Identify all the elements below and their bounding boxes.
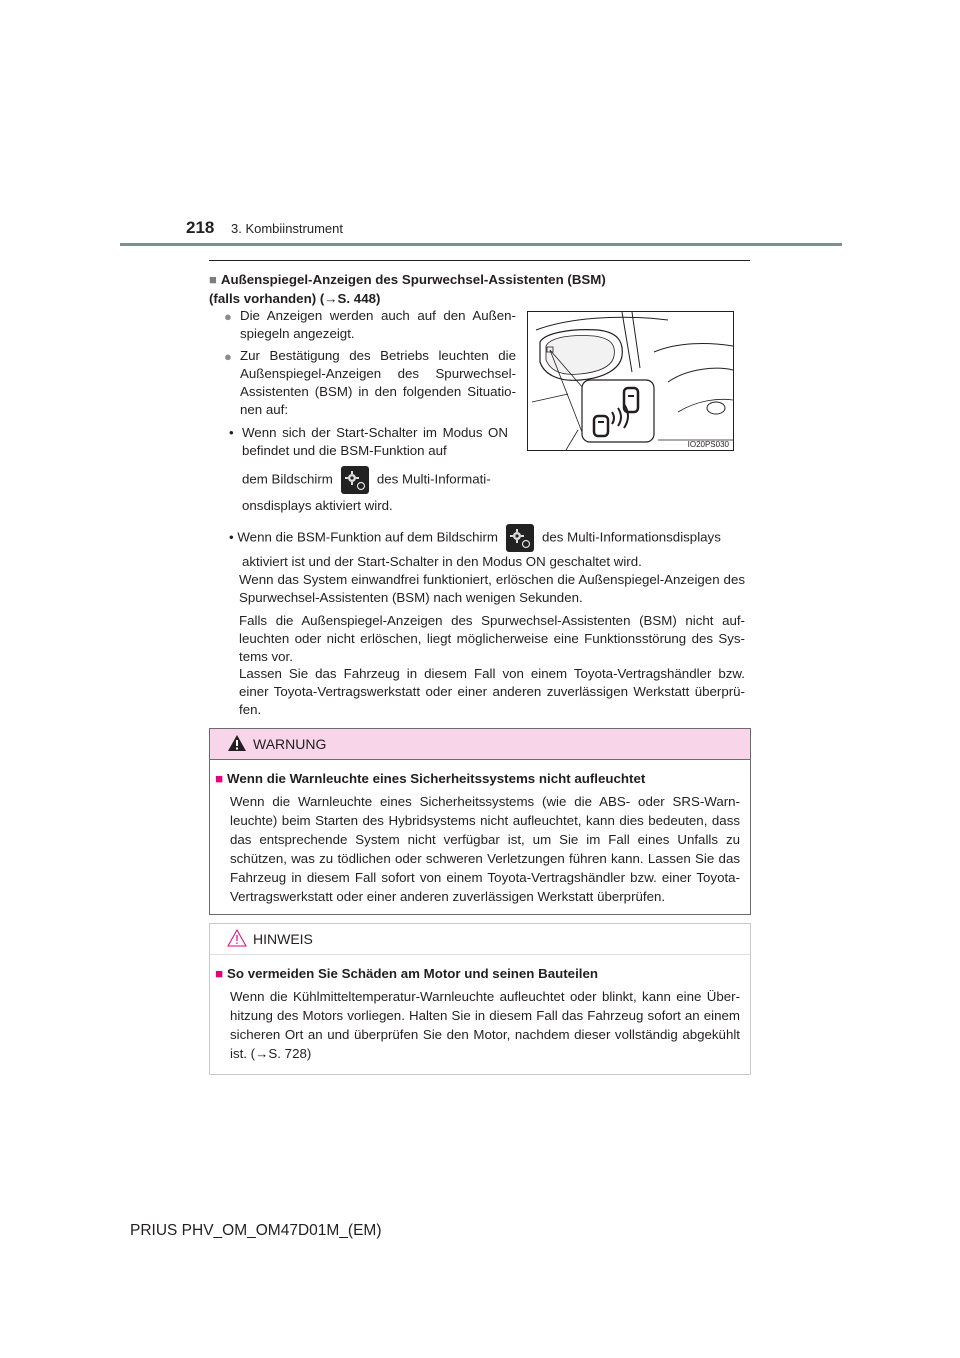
- bullet-item: [224, 307, 516, 343]
- warning-subheading: [215, 771, 645, 786]
- square-bullet-icon: ■: [215, 771, 224, 786]
- paragraph: Wenn das System einwandfrei funktioniert, erlöschen die Außenspiegel-Anzeigen des Spurwechsel-Assistenten (BSM) nach wenigen Sekunden.: [239, 572, 745, 605]
- circle-bullet-icon: ●: [224, 349, 232, 364]
- header-rule: [120, 243, 842, 246]
- warning-subheading-text: Wenn die Warnleuchte eines Sicherheitssystems nicht aufleuchtet: [227, 771, 646, 786]
- sub-item: • Wenn sich der Start-Schalter im Modus ON befindet und die BSM-Funktion auf: [229, 425, 508, 458]
- bullet-text: Die Anzeigen werden auch auf den Außen-spiegeln angezeigt.: [240, 308, 516, 341]
- heading-line-2: (falls vorhanden) (→S. 448): [209, 291, 381, 306]
- notice-body: Wenn die Kühlmitteltemperatur-Warnleuchte aufleuchtet oder blinkt, kann eine Über-hitzung des Motors vorliegen. Halten Sie in diesem Fall das Fahrzeug sofort an einem sicheren Ort an und überprüfen Sie den Motor, nachdem dieser vollständig abgekühlt ist. (→S. 728): [230, 989, 740, 1061]
- settings-icon: [506, 524, 534, 552]
- footer-document-code: PRIUS PHV_OM_OM47D01M_(EM): [130, 1222, 382, 1239]
- notice-box: [209, 923, 751, 1075]
- square-bullet-icon: ■: [215, 966, 224, 981]
- sub-item: • Wenn die BSM-Funktion auf dem Bildschirm des Multi-Informationsdisplays: [229, 524, 749, 552]
- paragraph: Lassen Sie das Fahrzeug in diesem Fall von einem Toyota-Vertragshändler bzw. einer Toyota-Vertragswerkstatt oder einer anderen zuverlässigen Werkstatt überprü-fen.: [239, 666, 745, 717]
- section-heading: [209, 270, 749, 308]
- sub-item-text: des Multi-Informationsdisplays: [542, 529, 721, 545]
- warning-header: [210, 729, 750, 760]
- sub-item-text: Wenn die BSM-Funktion auf dem Bildschirm: [237, 529, 498, 545]
- caution-triangle-icon: [227, 929, 247, 947]
- bsm-mirror-illustration: [527, 311, 734, 451]
- page-number: 218: [186, 218, 215, 237]
- sub-item-text: dem Bildschirm: [242, 471, 333, 487]
- warning-label: WARNUNG: [253, 736, 327, 752]
- circle-bullet-icon: ●: [224, 309, 232, 324]
- figure-code: IO20PS030: [687, 440, 729, 449]
- sub-item-line: [242, 553, 747, 571]
- notice-label: HINWEIS: [253, 931, 313, 947]
- sub-item-text: des Multi-Informati-: [376, 471, 491, 487]
- chapter-title: 3. Kombiinstrument: [231, 221, 343, 236]
- warning-triangle-icon: [227, 734, 247, 752]
- warning-body: Wenn die Warnleuchte eines Sicherheitssystems (wie die ABS- oder SRS-Warn-leuchte) beim Starten des Hybridsystems nicht aufleuchtet, kann dies bedeuten, dass das entsprechende System nicht verfügbar ist, um Sie im Fall eines Unfalls zu schützen, was zu tödlichen oder schweren Verletzungen führen kann. Lassen Sie das Fahrzeug in diesem Fall sofort von einem Toyota-Vertragshändler bzw. einer Toyota-Vertragswerkstatt oder einer anderen zuverlässigen Werkstatt überprüfen.: [230, 794, 740, 904]
- bullet-item: [224, 347, 516, 419]
- sub-item-text: onsdisplays aktiviert wird.: [242, 498, 393, 513]
- paragraph: Falls die Außenspiegel-Anzeigen des Spurwechsel-Assistenten (BSM) nicht auf-leuchten oder nicht erlöschen, liegt möglicherweise eine Funktionsstörung des Sys-tems vor.: [239, 613, 745, 664]
- notice-subheading: [215, 966, 598, 981]
- warning-box: [209, 728, 751, 915]
- section-rule: [209, 260, 750, 261]
- sub-item-text: Wenn sich der Start-Schalter im Modus ON befindet und die BSM-Funktion auf: [242, 425, 508, 458]
- heading-line-1: Außenspiegel-Anzeigen des Spurwechsel-Assistenten (BSM): [220, 272, 606, 287]
- settings-icon: [341, 466, 369, 494]
- square-bullet-icon: ■: [209, 272, 217, 287]
- sub-item-text: aktiviert ist und der Start-Schalter in den Modus ON geschaltet wird.: [242, 554, 642, 569]
- notice-header: [210, 924, 750, 955]
- sub-item-line: [242, 466, 514, 494]
- sub-item-line: [242, 497, 514, 515]
- bullet-text: Zur Bestätigung des Betriebs leuchten die Außenspiegel-Anzeigen des Spurwechsel-Assistenten (BSM) in den folgenden Situatio-nen auf:: [240, 348, 516, 417]
- notice-subheading-text: So vermeiden Sie Schäden am Motor und seinen Bauteilen: [227, 966, 598, 981]
